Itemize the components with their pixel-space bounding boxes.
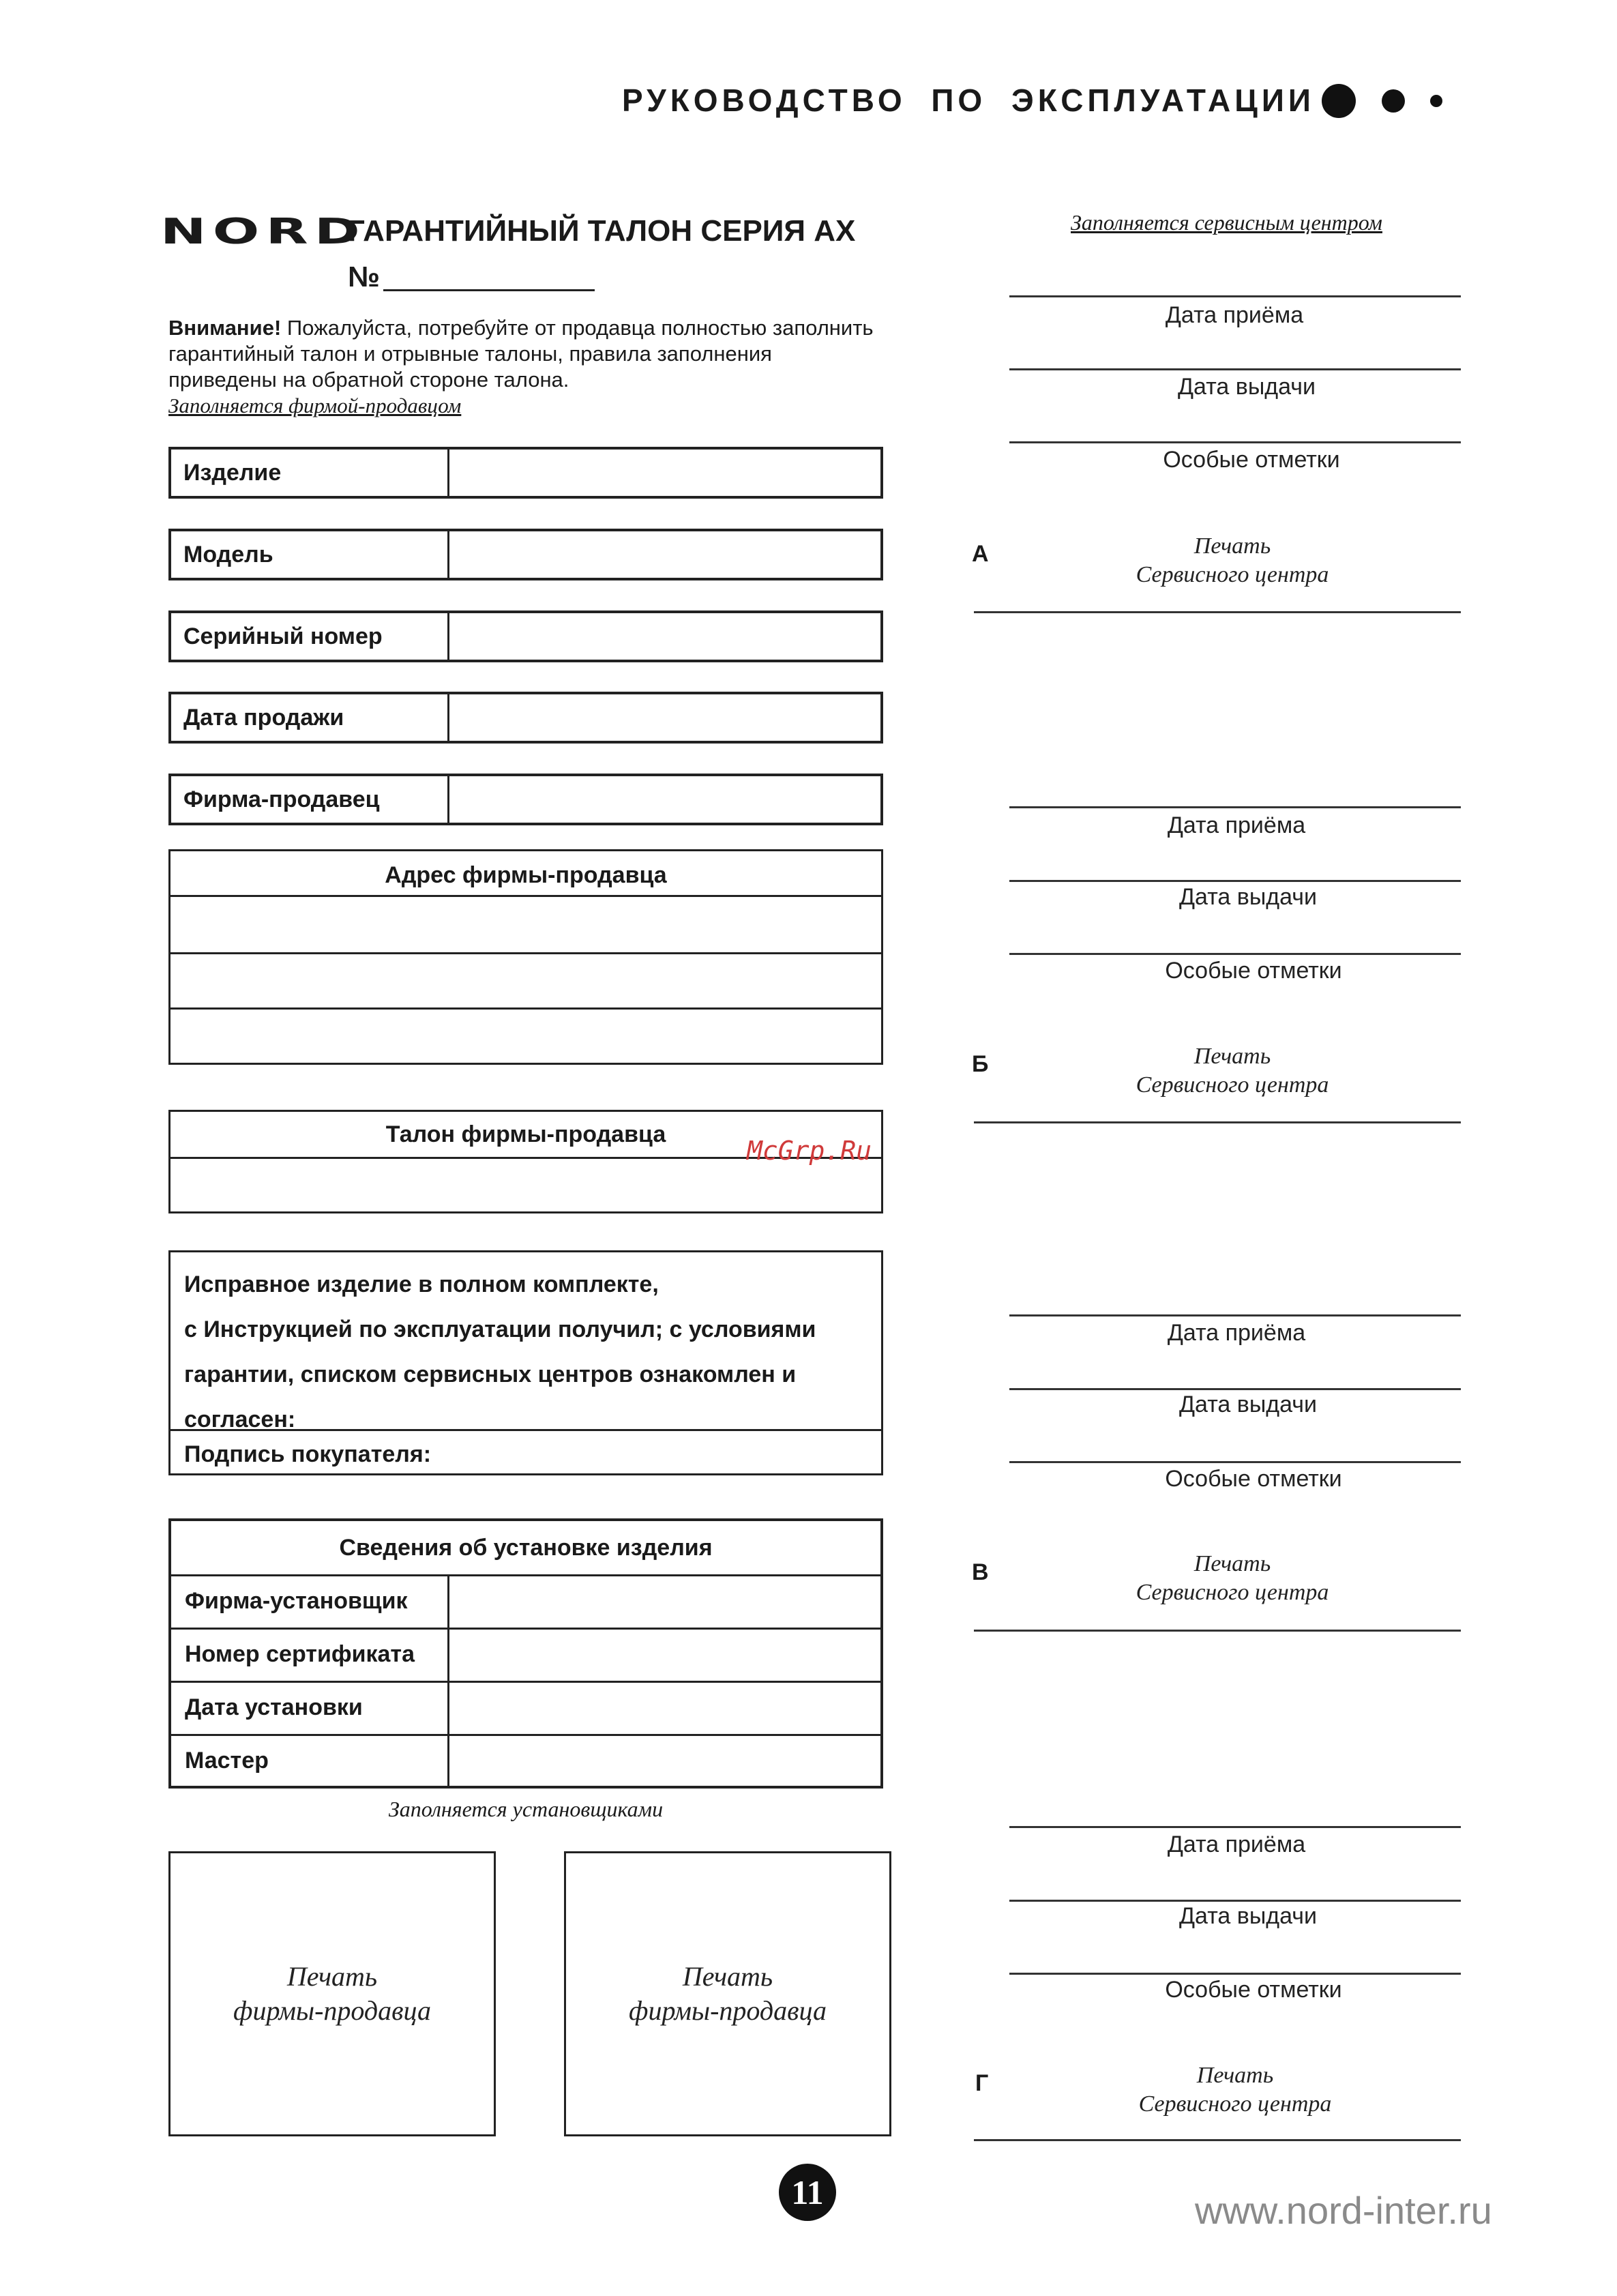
seller-stamp-box-2: [564, 1851, 891, 2136]
field-label: Модель: [183, 541, 273, 568]
section-a-special-notes: Особые отметки: [1163, 447, 1340, 473]
installer-firm-label: Фирма-установщик: [185, 1588, 408, 1614]
installation-table: [168, 1518, 883, 1789]
section-g-special-notes: Особые отметки: [1165, 1977, 1342, 2003]
installer-fill-note: Заполняется установщиками: [388, 1797, 664, 1821]
stamp-line-1: Печать: [1196, 2063, 1274, 2088]
stamp-line-2: Сервисного центра: [1136, 1580, 1329, 1605]
section-v-letter: В: [972, 1559, 989, 1585]
installation-date-label: Дата установки: [185, 1694, 363, 1720]
section-a-issue-date: Дата выдачи: [1178, 374, 1316, 400]
stamp-line-2: Сервисного центра: [1138, 2091, 1332, 2117]
field-serial-number: [168, 610, 883, 662]
section-g-stamp: [1099, 2061, 1371, 2119]
nord-logo: NORD: [160, 211, 367, 252]
document-number-label: №: [348, 261, 380, 293]
website-link[interactable]: www.nord-inter.ru: [1195, 2189, 1492, 2232]
section-b-stamp: [1096, 1042, 1369, 1100]
service-fill-note: Заполняется сервисным центром: [1071, 210, 1382, 235]
section-v-receipt-date: Дата приёма: [1167, 1320, 1306, 1346]
section-g-issue-date: Дата выдачи: [1179, 1903, 1317, 1929]
stamp-line-1: Печать: [682, 1961, 773, 1992]
seller-address-title: Адрес фирмы-продавца: [385, 862, 667, 888]
stamp-line-1: Печать: [286, 1961, 378, 1992]
section-b-receipt-date: Дата приёма: [1167, 812, 1306, 838]
section-g-receipt-date: Дата приёма: [1167, 1831, 1306, 1857]
field-seller-firm: [168, 774, 883, 825]
field-label: Фирма-продавец: [183, 786, 380, 812]
stamp-line-2: Сервисного центра: [1136, 562, 1329, 587]
field-label: Дата продажи: [183, 704, 344, 731]
stamp-line-1: Печать: [1193, 533, 1271, 559]
stamp-line-2: фирмы-продавца: [629, 1995, 827, 2026]
seller-fill-note: Заполняется фирмой-продавцом: [168, 394, 462, 417]
watermark: McGrp.Ru: [747, 1136, 872, 1166]
field-label: Серийный номер: [183, 623, 383, 649]
field-product: [168, 447, 883, 499]
notice-bold: Внимание!: [168, 316, 282, 340]
decor-dot-medium: [1382, 89, 1405, 113]
certificate-number-label: Номер сертификата: [185, 1641, 415, 1667]
notice-line-1: Пожалуйста, потребуйте от продавца полностью заполнить: [281, 316, 874, 340]
section-a-letter: А: [972, 541, 989, 567]
section-g-letter: Г: [975, 2070, 989, 2096]
stamp-line-2: фирмы-продавца: [233, 1995, 431, 2026]
master-label: Мастер: [185, 1748, 269, 1773]
acceptance-line-3: гарантии, списком сервисных центров ознакомлен и: [184, 1362, 797, 1387]
notice-line-2: гарантийный талон и отрывные талоны, правила заполнения: [168, 342, 772, 366]
decor-dot-small: [1430, 95, 1442, 107]
seller-coupon-title: Талон фирмы-продавца: [385, 1121, 666, 1147]
section-a-stamp: [1096, 532, 1369, 589]
buyer-signature-label: Подпись покупателя:: [184, 1441, 432, 1467]
field-sale-date: [168, 692, 883, 744]
acceptance-line-2: с Инструкцией по эксплуатации получил; с условиями: [184, 1316, 816, 1342]
section-b-letter: Б: [972, 1051, 989, 1077]
page-number: 11: [791, 2173, 824, 2211]
acceptance-line-4: согласен:: [184, 1407, 296, 1432]
seller-stamp-box-1: [168, 1851, 496, 2136]
stamp-line-1: Печать: [1193, 1044, 1271, 1069]
section-b-issue-date: Дата выдачи: [1179, 884, 1317, 910]
field-label: Изделие: [183, 459, 282, 486]
document-title: ГАРАНТИЙНЫЙ ТАЛОН СЕРИЯ АХ: [348, 214, 856, 248]
installation-title: Сведения об установке изделия: [339, 1535, 713, 1561]
seller-address-table: [168, 849, 883, 1065]
page-number-badge: [779, 2164, 836, 2221]
acceptance-line-1: Исправное изделие в полном комплекте,: [184, 1271, 659, 1297]
stamp-line-2: Сервисного центра: [1136, 1072, 1329, 1098]
section-v-stamp: [1096, 1550, 1369, 1607]
document-number-line: [383, 289, 595, 291]
decor-dot-large: [1322, 84, 1356, 118]
section-v-special-notes: Особые отметки: [1165, 1466, 1342, 1492]
acceptance-box: [168, 1250, 883, 1475]
notice-text: [168, 315, 874, 419]
section-a-receipt-date: Дата приёма: [1165, 302, 1304, 328]
section-b-special-notes: Особые отметки: [1165, 958, 1342, 984]
notice-line-3: приведены на обратной стороне талона.: [168, 368, 569, 392]
field-model: [168, 529, 883, 580]
page-header-title: РУКОВОДСТВО ПО ЭКСПЛУАТАЦИИ: [622, 83, 1315, 118]
section-v-issue-date: Дата выдачи: [1179, 1392, 1317, 1417]
stamp-line-1: Печать: [1193, 1551, 1271, 1576]
